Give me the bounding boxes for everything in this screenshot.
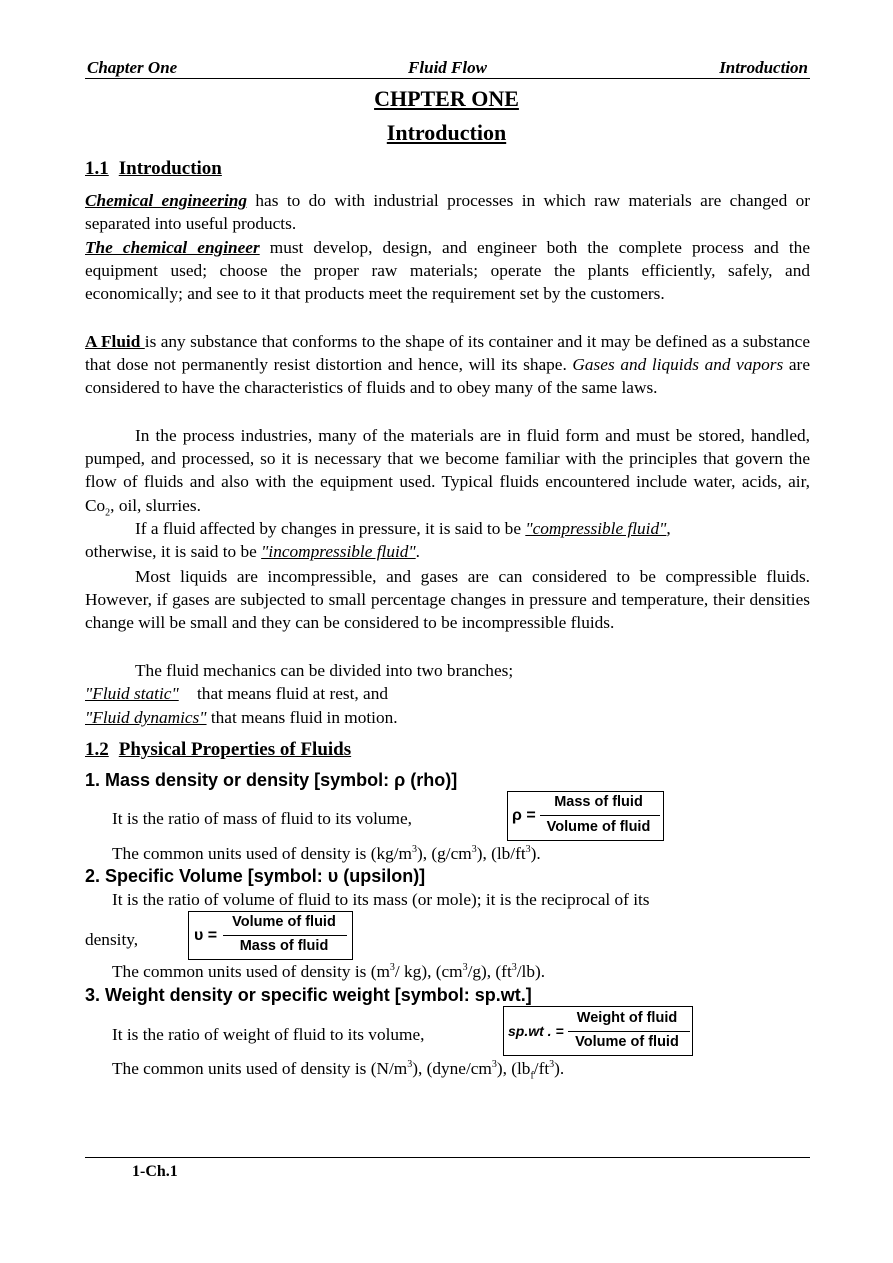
paragraph-incompressible: Most liquids are incompressible, and gases are can considered to be compressible fluids. However, if gases are subjected to small percentage changes in pressure and temperature, their densities change will be small and they can be considered to be incompressible fluids. <box>85 567 810 633</box>
paragraph-chemical-engineering: Chemical engineering has to do with industrial processes in which raw materials are changed or separated into useful products. <box>85 191 810 234</box>
paragraph-fluid-definition: A Fluid is any substance that conforms to the shape of its container and it may be defined as a substance that dose not permanently resist distortion and hence, will its shape. Gases and liquids and vapors are considered to have the characteristics of fluids and to obey many of the same laws. <box>85 332 810 398</box>
property-desc-density: It is the ratio of mass of fluid to its volume, <box>112 809 412 828</box>
footer-rule <box>85 1157 810 1158</box>
running-header <box>85 56 810 79</box>
property-desc-specific-weight: It is the ratio of weight of fluid to its volume, <box>112 1025 425 1044</box>
header-topic: Fluid Flow <box>408 58 487 77</box>
section-heading-1-1: 1.1 Introduction <box>85 158 222 179</box>
section-heading-1-2: 1.2 Physical Properties of Fluids <box>85 739 352 760</box>
property-heading-density: 1. Mass density or density [symbol: ρ (rho)] <box>85 770 458 790</box>
paragraph-chemical-engineer: The chemical engineer must develop, design, and engineer both the complete process and the equipment used; choose the proper raw materials; operate the plants efficiently, safely, and economically; and see to it that products meet the requirement set by the customers. <box>85 238 810 304</box>
paragraph-process-industries: In the process industries, many of the materials are in fluid form and must be stored, handled, pumped, and processed, so it is necessary that we become familiar with the principles that govern the flow of fluids and also with the equipment used. Typical fluids encountered include water, acids, air, $Co_2$, oil, slurries. <box>85 426 810 519</box>
fraction-bar <box>223 935 347 936</box>
property-desc-specific-volume: It is the ratio of volume of fluid to its mass (or mole); it is the reciprocal of its <box>112 890 650 909</box>
header-section: Introduction <box>719 58 808 77</box>
property-units-density: The common units used of density is $(kg/m^3)$, $(g/cm^3)$, $(lb/ft^3)$. <box>112 844 541 863</box>
branch-fluid-dynamics: "Fluid dynamics" that means fluid in motion. <box>85 708 398 727</box>
property-units-specific-weight: The common units used of density is $(N/m^3)$, $(dyne/cm^3)$, $(lb_f/ft^3)$. <box>112 1059 565 1082</box>
formula-density: ρ = Mass of fluid Volume of fluid <box>507 791 664 841</box>
chapter-subtitle: Introduction <box>386 120 507 145</box>
property-units-specific-volume: The common units used of density is ($m^3/$ kg), $(cm^3/g)$, $(ft^3/lb)$. <box>112 962 546 981</box>
formula-specific-volume: υ = Volume of fluid Mass of fluid <box>188 911 353 960</box>
fraction-bar <box>540 815 660 816</box>
branch-fluid-static: "Fluid static" that means fluid at rest, and <box>85 684 388 703</box>
page-number: 1-Ch.1 <box>132 1163 178 1180</box>
paragraph-compressible: If a fluid affected by changes in pressure, it is said to be "compressible fluid", otherwise, it is said to be "incompressible fluid". <box>85 519 671 562</box>
property-desc2-specific-volume: density, <box>85 930 139 949</box>
property-heading-specific-weight: 3. Weight density or specific weight [symbol: sp.wt.] <box>85 985 532 1005</box>
fraction-bar <box>568 1031 690 1032</box>
property-heading-specific-volume: 2. Specific Volume [symbol: υ (upsilon)] <box>85 866 426 886</box>
paragraph-branches: The fluid mechanics can be divided into two branches; <box>135 661 514 680</box>
formula-specific-weight: sp.wt . = Weight of fluid Volume of fluid <box>503 1006 693 1056</box>
header-chapter: Chapter One <box>87 58 178 77</box>
chapter-title: CHPTER ONE <box>374 86 519 111</box>
